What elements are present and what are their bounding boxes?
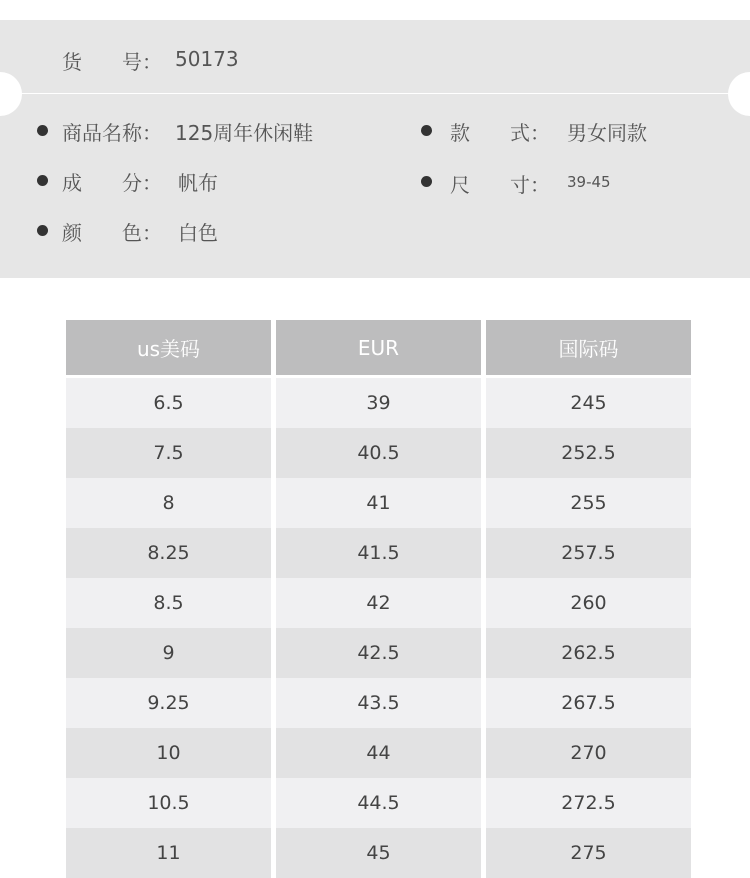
us-size-cell: 9.25 [147, 692, 190, 714]
color-value: 白色 [178, 221, 218, 245]
size-chart-table [66, 320, 691, 878]
eur-size-cell: 39 [366, 392, 391, 414]
table-row [66, 378, 691, 428]
table-row [66, 778, 691, 828]
intl-size-cell: 260 [570, 592, 607, 614]
intl-size-cell: 252.5 [561, 442, 616, 464]
intl-size-cell: 257.5 [561, 542, 616, 564]
eur-size-cell: 42 [366, 592, 391, 614]
table-row [66, 728, 691, 778]
us-size-cell: 10.5 [147, 792, 190, 814]
column-separator [271, 375, 276, 878]
column-separator [481, 375, 486, 878]
eur-size-cell: 41.5 [357, 542, 400, 564]
table-row [66, 678, 691, 728]
item-no-value: 50173 [175, 47, 239, 71]
item-no-label: 货 号： [62, 50, 162, 74]
table-row [66, 828, 691, 878]
material-label: 成 分： [62, 171, 162, 195]
us-size-cell: 8.5 [153, 592, 184, 614]
name-label: 商品名称： [62, 121, 162, 145]
ticket-notch-left [0, 72, 22, 116]
style-value: 男女同款 [567, 121, 647, 145]
us-size-cell: 11 [156, 842, 181, 864]
eur-size-cell: 42.5 [357, 642, 400, 664]
header-intl-size: 国际码 [486, 320, 691, 375]
size-label: 尺 寸： [450, 173, 550, 197]
eur-size-cell: 43.5 [357, 692, 400, 714]
intl-size-cell: 255 [570, 492, 607, 514]
table-row [66, 628, 691, 678]
intl-size-cell: 270 [570, 742, 607, 764]
eur-size-cell: 44.5 [357, 792, 400, 814]
table-row [66, 478, 691, 528]
eur-size-cell: 44 [366, 742, 391, 764]
size-value: 39-45 [567, 173, 611, 191]
intl-size-cell: 267.5 [561, 692, 616, 714]
intl-size-cell: 262.5 [561, 642, 616, 664]
us-size-cell: 6.5 [153, 392, 184, 414]
us-size-cell: 8.25 [147, 542, 190, 564]
us-size-cell: 7.5 [153, 442, 184, 464]
product-info-card [0, 20, 750, 278]
bullet-icon [421, 125, 432, 136]
table-row [66, 428, 691, 478]
us-size-cell: 10 [156, 742, 181, 764]
ticket-notch-right [728, 72, 750, 116]
table-row [66, 578, 691, 628]
eur-size-cell: 40.5 [357, 442, 400, 464]
style-label: 款 式： [450, 121, 550, 145]
name-value: 125周年休闲鞋 [175, 121, 314, 145]
bullet-icon [37, 175, 48, 186]
eur-size-cell: 41 [366, 492, 391, 514]
header-us-size: us美码 [66, 320, 271, 375]
material-value: 帆布 [178, 171, 218, 195]
bullet-icon [421, 176, 432, 187]
table-header-row [66, 320, 691, 375]
us-size-cell: 8 [162, 492, 175, 514]
intl-size-cell: 275 [570, 842, 607, 864]
divider [20, 93, 730, 94]
bullet-icon [37, 225, 48, 236]
header-eur-size: EUR [276, 320, 481, 375]
eur-size-cell: 45 [366, 842, 391, 864]
intl-size-cell: 245 [570, 392, 607, 414]
bullet-icon [37, 125, 48, 136]
us-size-cell: 9 [162, 642, 175, 664]
intl-size-cell: 272.5 [561, 792, 616, 814]
table-row [66, 528, 691, 578]
color-label: 颜 色： [62, 221, 162, 245]
